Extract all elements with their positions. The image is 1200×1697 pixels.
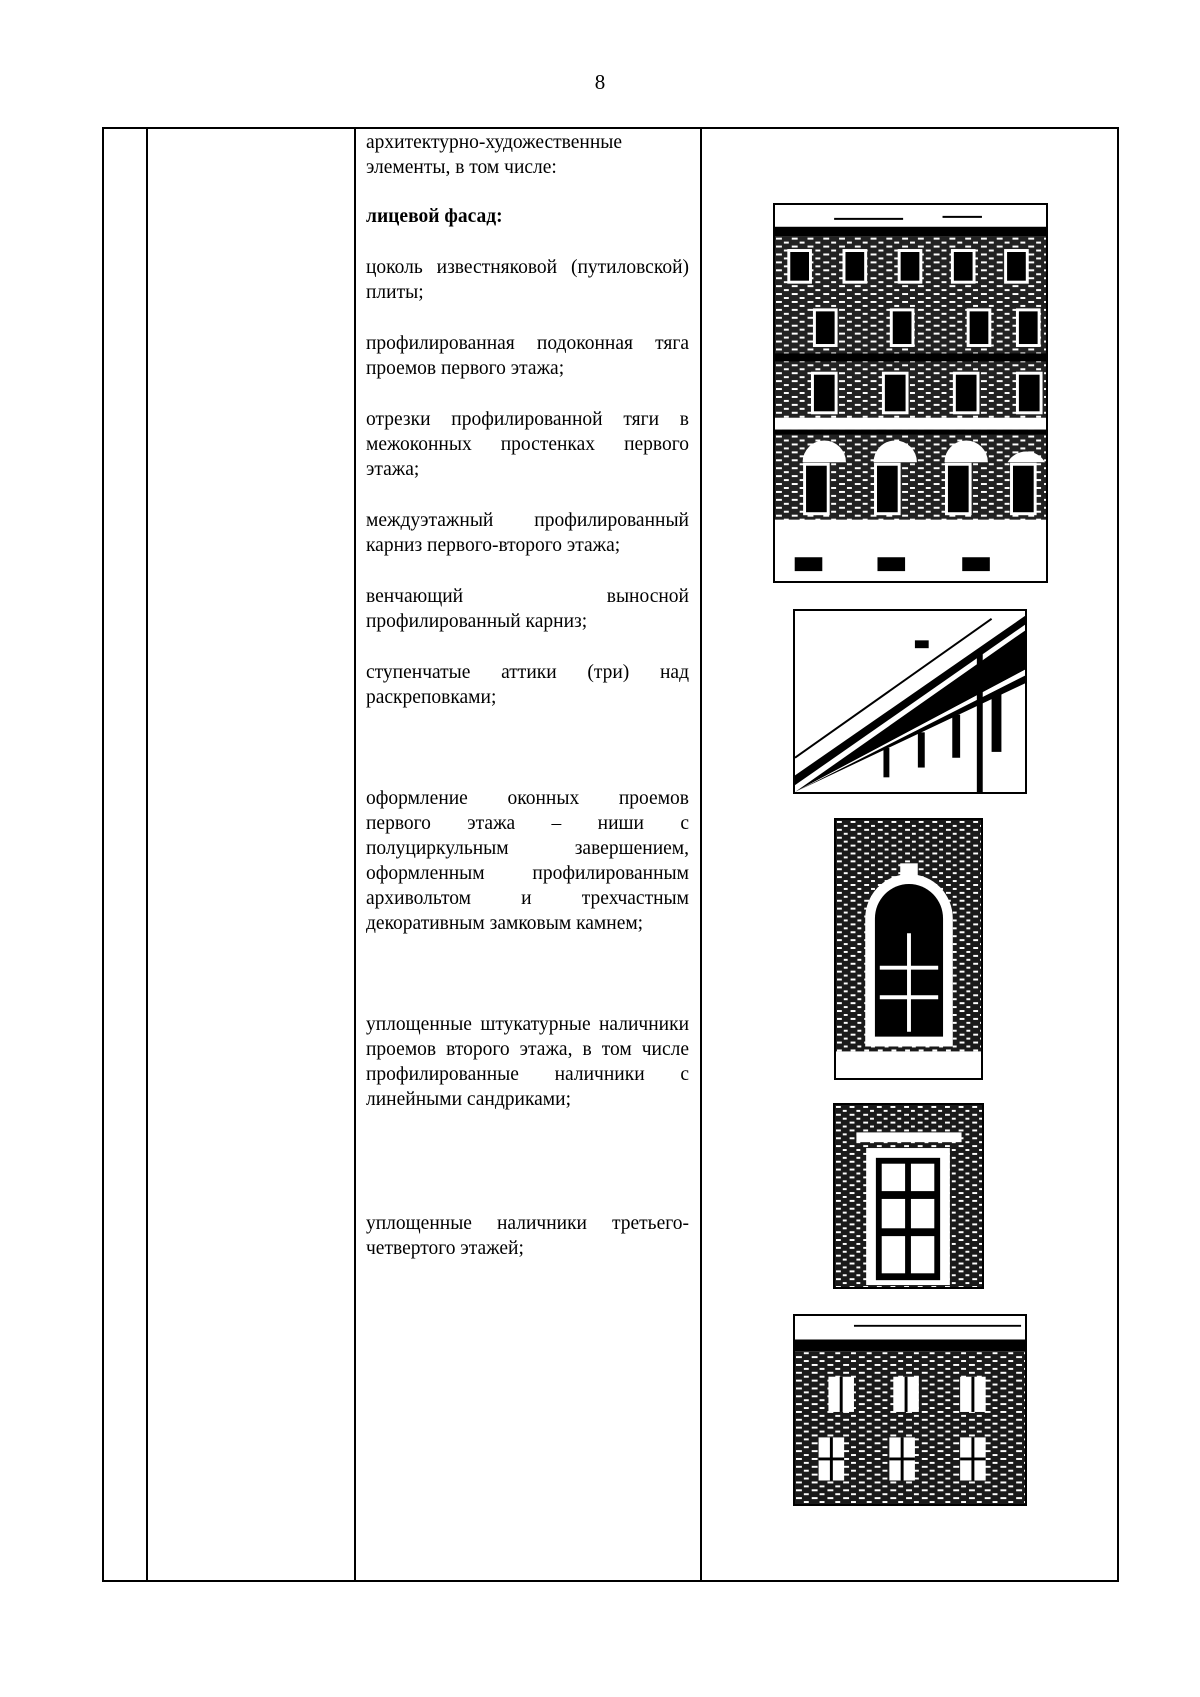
window-surround-photo bbox=[833, 1103, 984, 1289]
column-divider-1 bbox=[146, 127, 148, 1582]
list-item: междуэтажный профилированный карниз первого-второго этажа; bbox=[366, 510, 689, 556]
list-item: венчающий выносной профилированный карниз; bbox=[366, 586, 689, 632]
list-item: оформление оконных проемов первого этажа – ниши с полуциркульным завершением, оформленным профилированным архивольтом и трехчастным декоративным замковым камнем; bbox=[366, 788, 689, 934]
intro-text: архитектурно-художественные элементы, в том числе: bbox=[366, 132, 623, 178]
arched-window-photo bbox=[834, 818, 983, 1080]
list-item: цоколь известняковой (путиловской) плиты; bbox=[366, 257, 689, 303]
page-number: 8 bbox=[594, 70, 606, 94]
list-item: уплощенные штукатурные наличники проемов второго этажа, в том числе профилированные наличники с линейными сандриками; bbox=[366, 1014, 689, 1110]
column-divider-3 bbox=[700, 127, 702, 1582]
list-item: профилированная подоконная тяга проемов первого этажа; bbox=[366, 333, 689, 379]
text-column bbox=[366, 130, 689, 1261]
column-divider-2 bbox=[354, 127, 356, 1582]
cornice-photo bbox=[793, 609, 1027, 794]
section-heading: лицевой фасад: bbox=[366, 206, 503, 227]
list-item: отрезки профилированной тяги в межоконных простенках первого этажа; bbox=[366, 409, 689, 480]
list-item: ступенчатые аттики (три) над раскреповками; bbox=[366, 662, 689, 708]
upper-floors-photo bbox=[793, 1314, 1027, 1506]
facade-photo bbox=[773, 203, 1048, 583]
list-item: уплощенные наличники третьего-четвертого этажей; bbox=[366, 1213, 689, 1259]
